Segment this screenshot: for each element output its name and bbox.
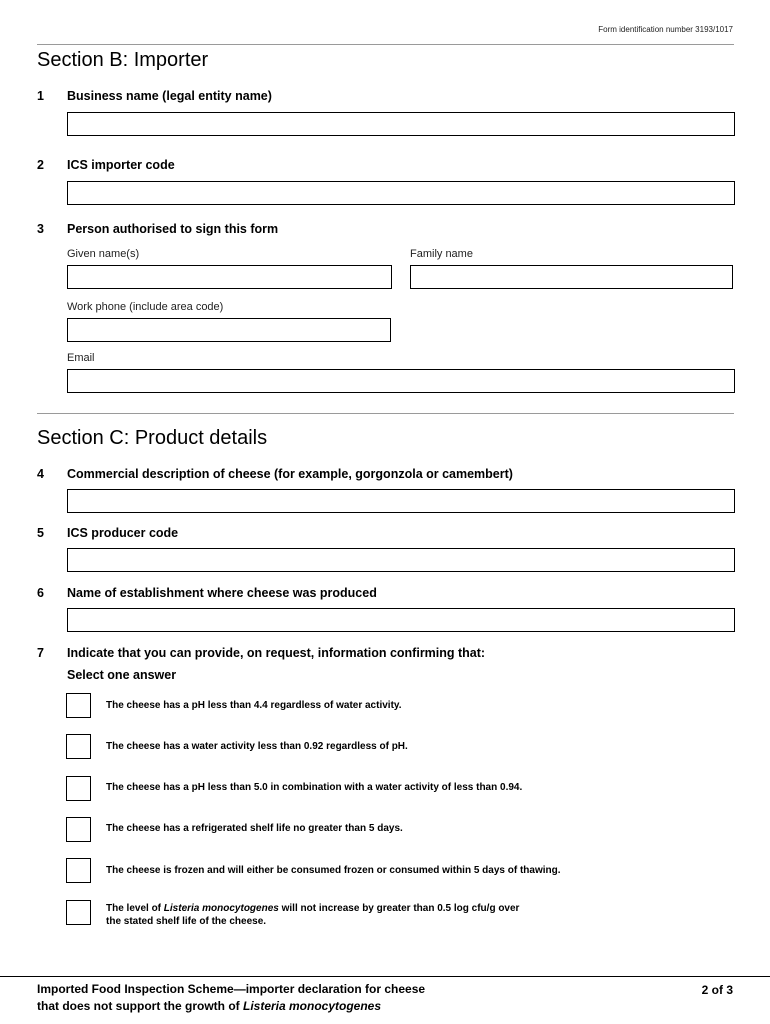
family-name-label: Family name	[410, 248, 473, 260]
option-1-label: The cheese has a pH less than 4.4 regardless of water activity.	[106, 700, 402, 711]
option-6-text-line2: the stated shelf life of the cheese.	[106, 916, 267, 927]
select-one-instruction: Select one answer	[67, 668, 177, 682]
question-4-label: Commercial description of cheese (for example, gorgonzola or camembert)	[67, 467, 513, 481]
question-1-label: Business name (legal entity name)	[67, 89, 272, 103]
question-3-label: Person authorised to sign this form	[67, 222, 279, 236]
question-6-label: Name of establishment where cheese was produced	[67, 586, 377, 600]
question-7-number: 7	[37, 646, 44, 660]
question-2-label: ICS importer code	[67, 158, 175, 172]
option-6-text-end: will not increase by greater than 0.5 log cfu/g over	[278, 903, 520, 914]
footer-line-1: Imported Food Inspection Scheme—importer declaration for cheese	[37, 982, 426, 996]
ics-producer-code-field[interactable]	[67, 548, 735, 572]
work-phone-field[interactable]	[67, 318, 391, 342]
ics-importer-code-field[interactable]	[67, 181, 735, 205]
section-divider	[37, 413, 734, 414]
footer-line-2-start: that does not support the growth of	[37, 999, 243, 1013]
form-identification-number: Form identification number 3193/1017	[598, 25, 733, 34]
option-3-checkbox[interactable]	[66, 776, 91, 801]
email-label: Email	[67, 352, 95, 364]
question-1-number: 1	[37, 89, 44, 103]
given-names-label: Given name(s)	[67, 248, 140, 260]
option-4-label: The cheese has a refrigerated shelf life no greater than 5 days.	[106, 823, 403, 834]
question-6-number: 6	[37, 586, 44, 600]
option-6-checkbox[interactable]	[66, 900, 91, 925]
given-names-field[interactable]	[67, 265, 392, 289]
commercial-description-field[interactable]	[67, 489, 735, 513]
business-name-field[interactable]	[67, 112, 735, 136]
option-6-text-start: The level of	[106, 903, 164, 914]
footer-divider	[0, 976, 770, 977]
question-5-number: 5	[37, 526, 44, 540]
option-1-checkbox[interactable]	[66, 693, 91, 718]
footer-title	[37, 981, 425, 1015]
question-2-number: 2	[37, 158, 44, 172]
option-6-label	[106, 902, 519, 928]
option-2-checkbox[interactable]	[66, 734, 91, 759]
question-7-label: Indicate that you can provide, on request, information confirming that:	[67, 646, 486, 660]
establishment-name-field[interactable]	[67, 608, 735, 632]
option-4-checkbox[interactable]	[66, 817, 91, 842]
footer-organism-name: Listeria monocytogenes	[242, 999, 382, 1013]
question-4-number: 4	[37, 467, 44, 481]
work-phone-label: Work phone (include area code)	[67, 301, 224, 313]
question-5-label: ICS producer code	[67, 526, 179, 540]
question-3-number: 3	[37, 222, 44, 236]
option-5-checkbox[interactable]	[66, 858, 91, 883]
section-b-title: Section B: Importer	[37, 49, 209, 71]
page-number: 2 of 3	[701, 983, 733, 997]
header-divider	[37, 44, 734, 45]
email-field[interactable]	[67, 369, 735, 393]
section-c-title: Section C: Product details	[37, 427, 268, 449]
option-5-label: The cheese is frozen and will either be consumed frozen or consumed within 5 days of thawing.	[106, 865, 561, 876]
option-3-label: The cheese has a pH less than 5.0 in combination with a water activity of less than 0.94.	[106, 782, 523, 793]
family-name-field[interactable]	[410, 265, 733, 289]
option-6-organism-name: Listeria monocytogenes	[163, 903, 279, 914]
option-2-label: The cheese has a water activity less than 0.92 regardless of pH.	[106, 741, 408, 752]
